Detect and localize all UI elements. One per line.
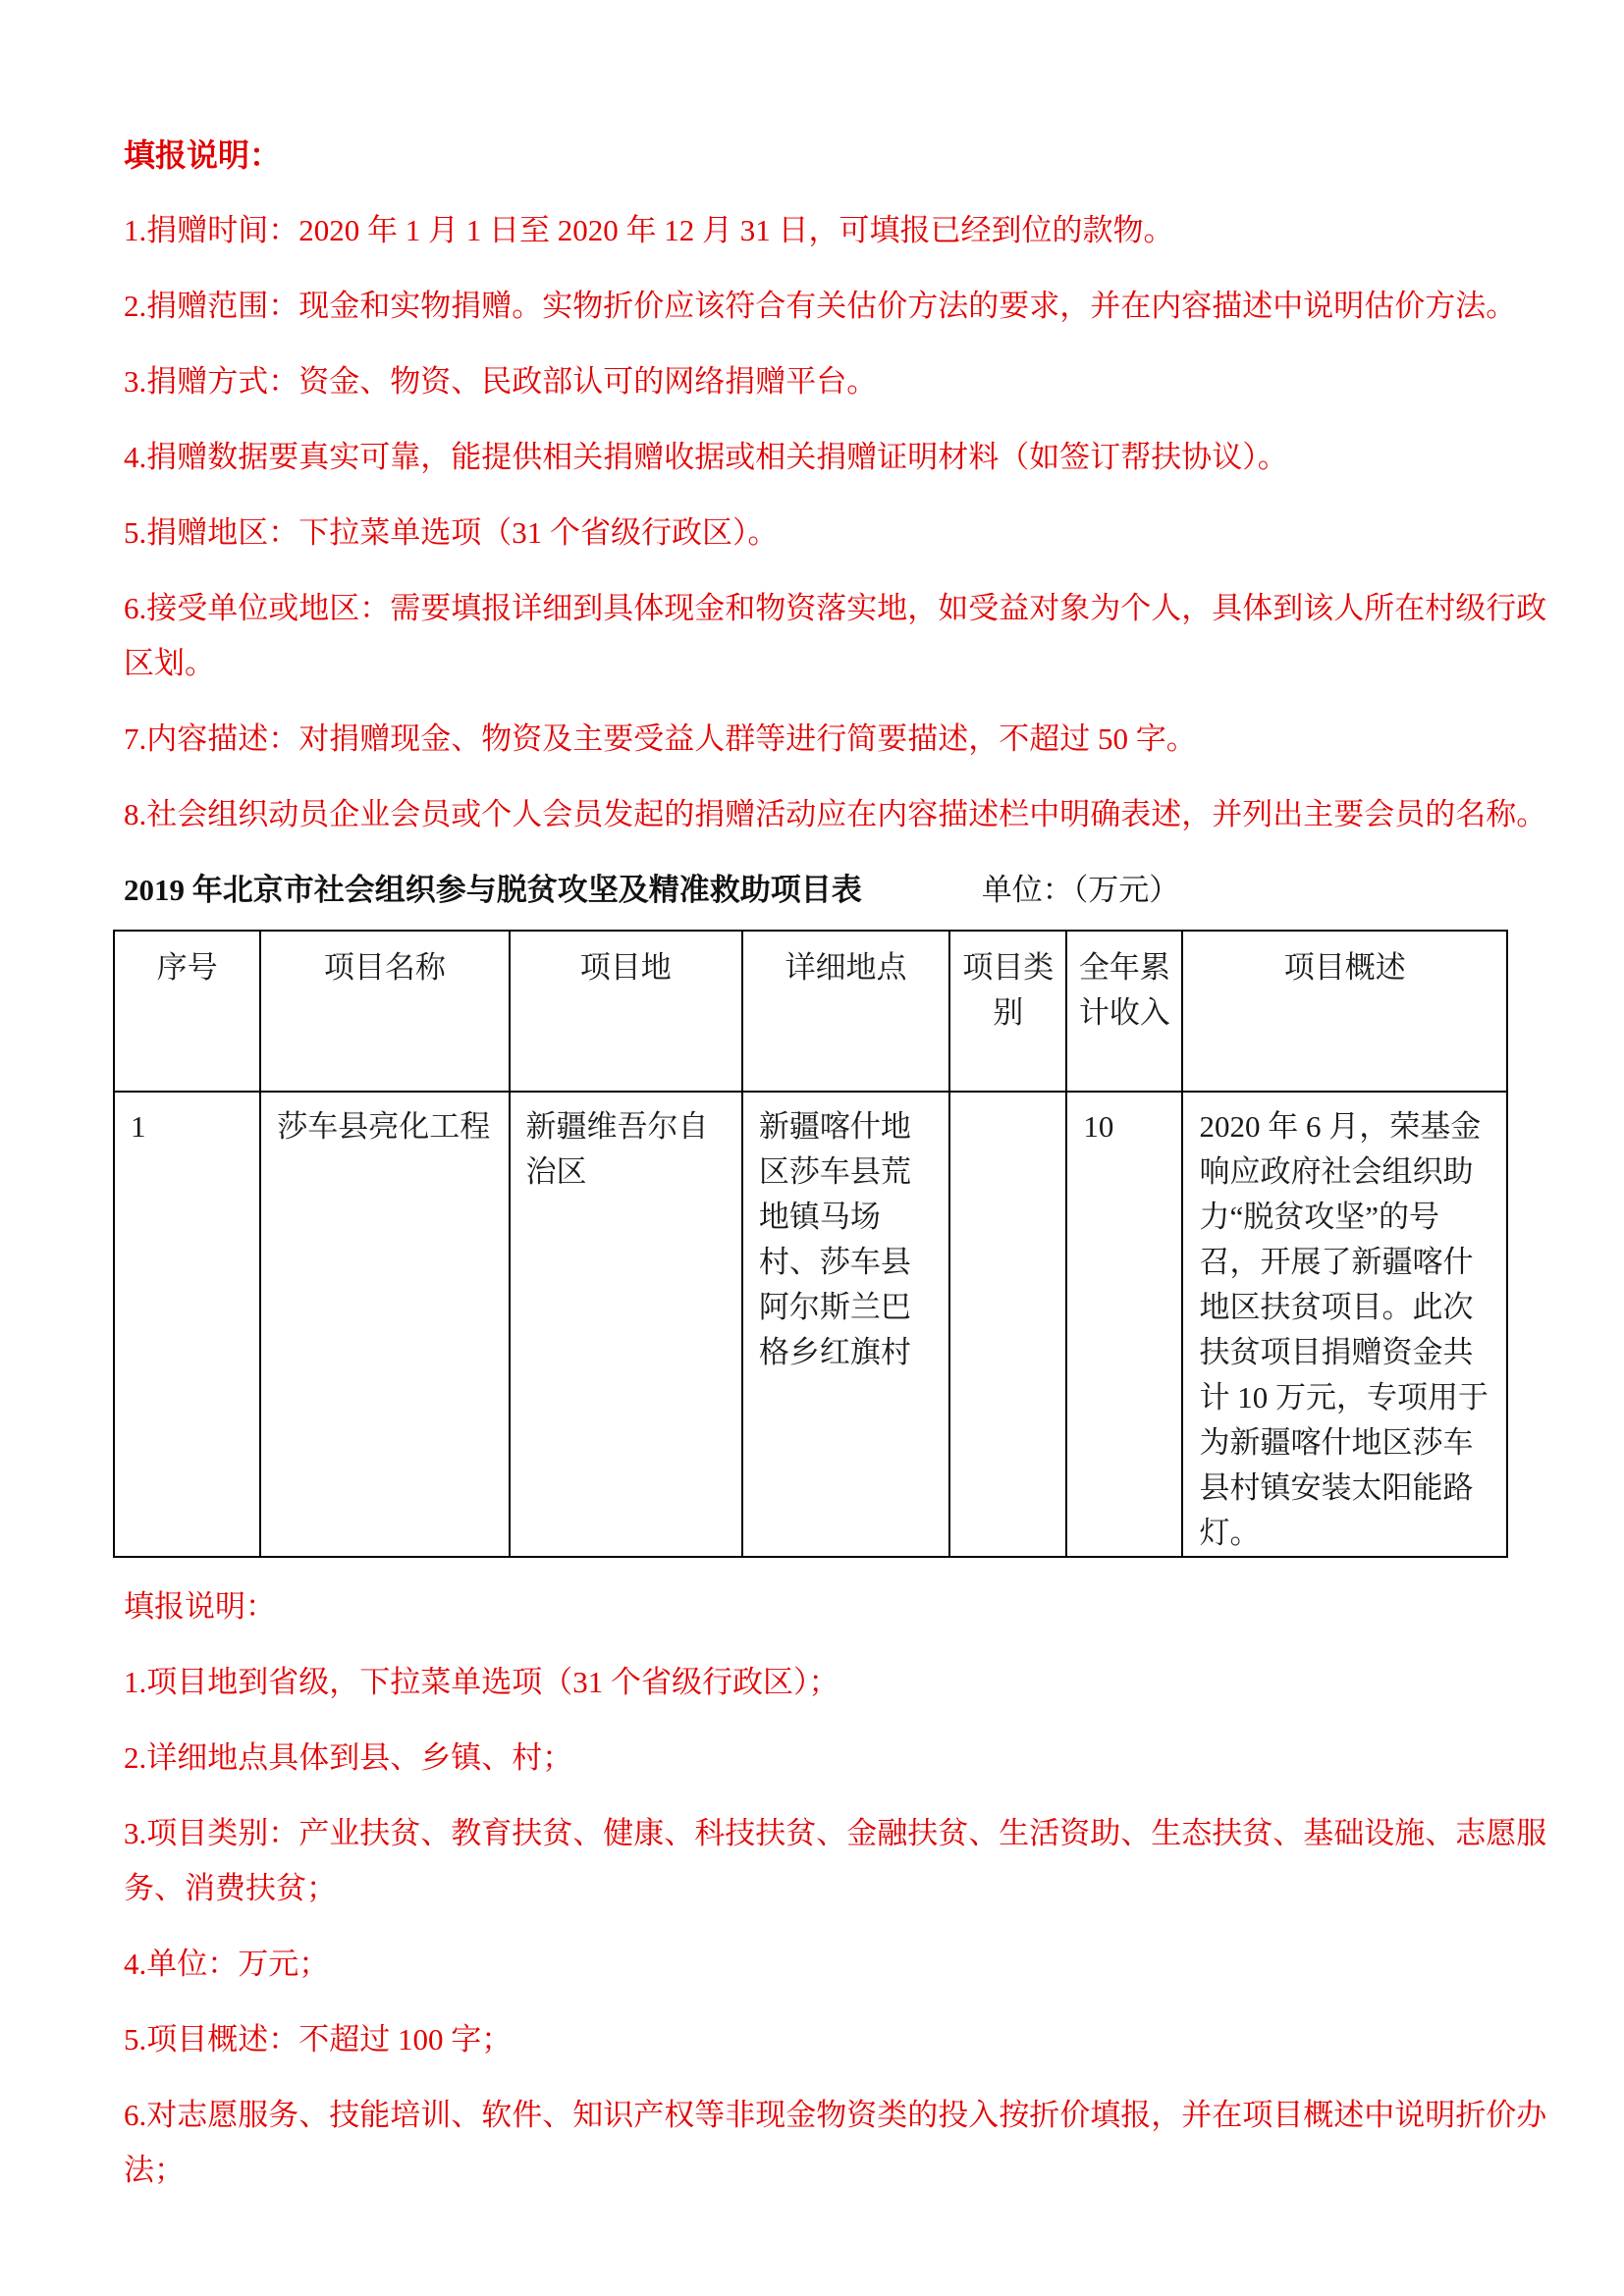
col-header-project-location: 项目地 [510,931,742,1092]
bottom-instruction-item-2: 2.详细地点具体到县、乡镇、村； [124,1740,573,1775]
top-instruction-item-1: 1.捐赠时间：2020 年 1 月 1 日至 2020 年 12 月 31 日，可填报已经到位的款物。 [124,213,1174,247]
top-instructions-heading: 填报说明： [124,137,282,173]
table-header-row [114,931,1507,1092]
bottom-instruction-item-6: 6.对志愿服务、技能培训、软件、知识产权等非现金物资类的投入按折价填报，并在项目概述中说明折价办法； [124,2098,1547,2187]
top-instruction-item-6: 6.接受单位或地区：需要填报详细到具体现金和物资落实地，如受益对象为个人，具体到该人所在村级行政区划。 [124,591,1547,680]
col-header-category: 项目类别 [949,931,1066,1092]
cell-seq: 1 [114,1092,260,1557]
bottom-instruction-item-3: 3.项目类别：产业扶贫、教育扶贫、健康、科技扶贫、金融扶贫、生活资助、生态扶贫、基础设施、志愿服务、消费扶贫； [124,1816,1547,1905]
projects-table [113,930,1508,1558]
table-unit-label: 单位：（万元） [981,873,1180,907]
col-header-annual-income: 全年累计收入 [1066,931,1182,1092]
cell-project-location: 新疆维吾尔自治区 [510,1092,742,1557]
cell-summary: 2020 年 6 月，荣基金响应政府社会组织助力“脱贫攻坚”的号召，开展了新疆喀什地区扶贫项目。此次扶贫项目捐赠资金共计 10 万元，专项用于为新疆喀什地区莎车县村镇安装太阳能路灯。 [1182,1092,1507,1557]
top-instruction-item-3: 3.捐赠方式：资金、物资、民政部认可的网络捐赠平台。 [124,364,878,399]
top-instruction-item-4: 4.捐赠数据要真实可靠，能提供相关捐赠收据或相关捐赠证明材料（如签订帮扶协议）。 [124,440,1288,474]
col-header-project-name: 项目名称 [260,931,509,1092]
top-instruction-item-2: 2.捐赠范围：现金和实物捐赠。实物折价应该符合有关估价方法的要求，并在内容描述中说明估价方法。 [124,289,1517,323]
bottom-instruction-item-4: 4.单位：万元； [124,1947,330,1981]
bottom-instruction-item-1: 1.项目地到省级，下拉菜单选项（31 个省级行政区）； [124,1665,839,1699]
col-header-seq: 序号 [114,931,260,1092]
bottom-instructions-heading: 填报说明： [124,1589,276,1624]
table-title-row [124,863,1551,918]
bottom-instruction-item-5: 5.项目概述：不超过 100 字； [124,2022,513,2056]
table-row [114,1092,1507,1557]
projects-table-wrap [113,930,1551,1558]
cell-detail-location: 新疆喀什地区莎车县荒地镇马场村、莎车县阿尔斯兰巴格乡红旗村 [742,1092,949,1557]
cell-annual-income: 10 [1066,1092,1182,1557]
cell-category [949,1092,1066,1557]
col-header-summary: 项目概述 [1182,931,1507,1092]
top-instruction-item-5: 5.捐赠地区：下拉菜单选项（31 个省级行政区）。 [124,515,779,550]
cell-project-name: 莎车县亮化工程 [260,1092,509,1557]
top-instruction-item-8: 8.社会组织动员企业会员或个人会员发起的捐赠活动应在内容描述栏中明确表述，并列出主要会员的名称。 [124,797,1547,831]
col-header-detail-location: 详细地点 [742,931,949,1092]
top-instruction-item-7: 7.内容描述：对捐赠现金、物资及主要受益人群等进行简要描述，不超过 50 字。 [124,721,1197,756]
table-title: 2019 年北京市社会组织参与脱贫攻坚及精准救助项目表 [124,873,862,907]
